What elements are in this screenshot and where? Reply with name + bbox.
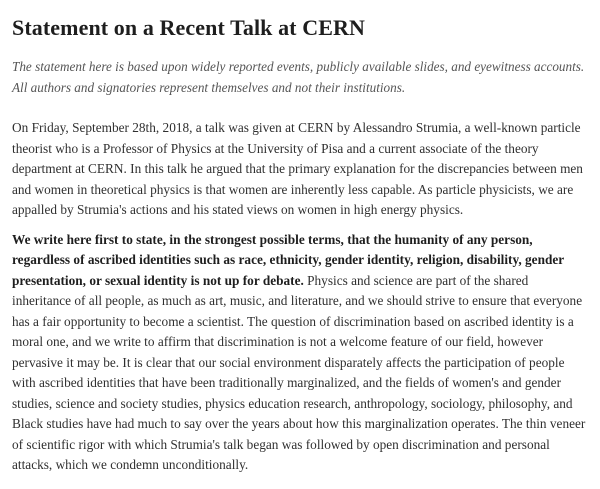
page-title: Statement on a Recent Talk at CERN <box>12 15 365 40</box>
paragraph-event-description: On Friday, September 28th, 2018, a talk was given at CERN by Alessandro Strumia, a well-known particle theorist who is a Professor of Physics at the University of Pisa and a current associate of the theory department at CERN. In this talk he argued that the primary explanation for the discrepancies between men and women in theoretical physics is that women are inherently less capable. As particle physicists, we are appalled by Strumia's actions and his stated views on women in high energy physics. <box>12 120 583 217</box>
paragraph-statement <box>12 230 588 476</box>
statement-bold-text: We write here first to state, in the strongest possible terms, that the humanity of any person, regardless of ascribed identities such as race, ethnicity, gender identity, religion, disability, gender presentation, or sexual identity is not up for debate. <box>12 231 564 288</box>
statement-body-text: Physics and science are part of the shared inheritance of all people, as much as art, music, and literature, and we should strive to ensure that everyone has a fair opportunity to become a scientist. The question of discrimination based on ascribed identity is a moral one, and we write to affirm that discrimination is not a welcome feature of our field, however pervasive it may be. It is clear that our social environment disparately affects the participation of people with ascribed identities that have been traditionally marginalized, and the fields of women's and gender studies, science and society studies, physics education research, anthropology, sociology, philosophy, and Black studies have had much to say over the years about how this marginalization operates. The thin veneer of scientific rigor with which Strumia's talk began was followed by open discrimination and personal attacks, which we condemn unconditionally. <box>12 272 586 472</box>
intro-disclaimer: The statement here is based upon widely reported events, publicly available slides, and eyewitness accounts. All authors and signatories represent themselves and not their institutions. <box>12 59 585 95</box>
